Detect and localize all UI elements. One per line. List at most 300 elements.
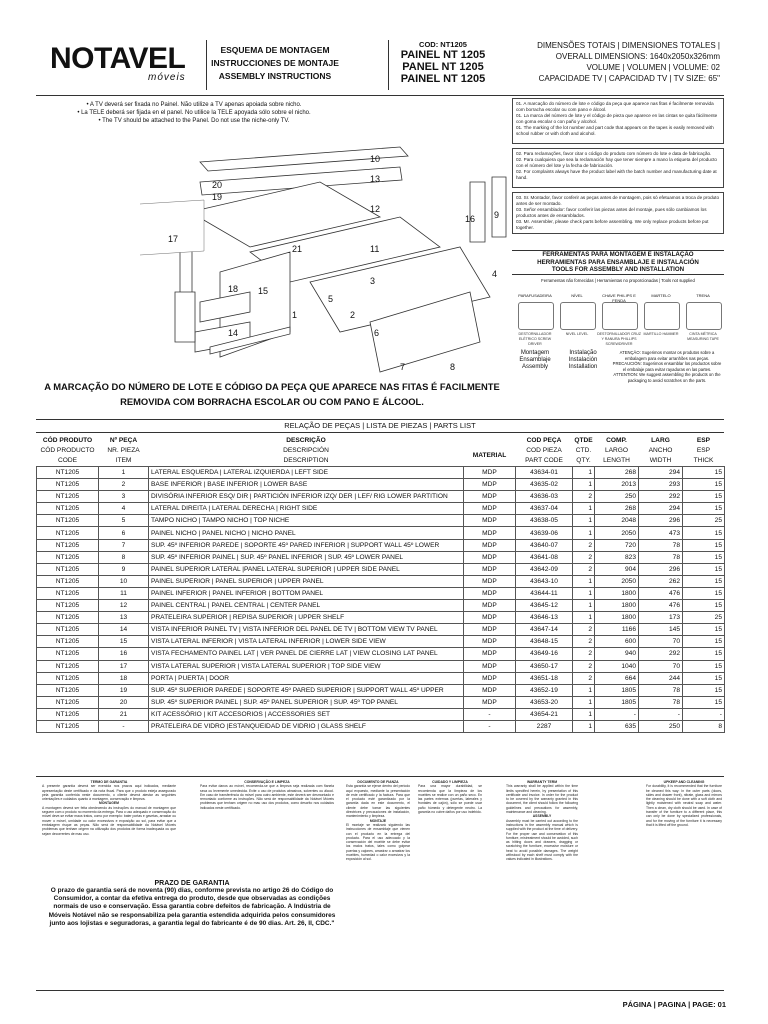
- warranty-text: For durability, it is recommended that the furniture be cleaned this way: In the outer parts (doors, sides and drawer front), nitrate, glass and mirrors the cleaning should be done with a soft cloth and lightly moistened with neutral soap and water. Then a clean, dry cloth should be used. In case of transfer of the furniture to a different place, this can only be done by specialized professionals, and for the moving of the furniture it is necessary that it is lifted off the ground.: [646, 784, 722, 827]
- table-row: [37, 491, 725, 503]
- table-cell: NT1205: [37, 467, 99, 479]
- callout-label: 18: [228, 284, 239, 294]
- table-row: [37, 587, 725, 599]
- table-row: [37, 696, 725, 708]
- section-heading: WARRANTY TERM: [526, 780, 558, 784]
- table-cell: MDP: [464, 491, 516, 503]
- step-label: Instalação: [569, 350, 597, 356]
- table-cell: -: [639, 708, 683, 720]
- table-cell: NT1205: [37, 696, 99, 708]
- tv-note: • A TV deverá ser fixada no Painel. Não utilize a TV apenas apoiada sobre nicho.: [86, 102, 302, 108]
- table-cell: 2: [573, 563, 595, 575]
- table-cell: 25: [683, 612, 725, 624]
- table-cell: MDP: [464, 612, 516, 624]
- tape-icon: [686, 302, 722, 330]
- parts-table: [36, 436, 725, 733]
- table-header-row: [37, 436, 725, 467]
- info-box-complaints: 02. Para reclamações, favor citar o código do produto com número do lote e data de fabricação. 02. Para cualquiera que sea la reclamación hay que tener siempre a mano la etiqueta del producto con el número del lote y la fecha de fabricación. 02. For complaints always have the product label with the batch number and manufacturing date at hand.: [512, 148, 724, 188]
- step-label: Installation: [568, 364, 598, 370]
- table-cell: NT1205: [37, 491, 99, 503]
- table-cell: 1: [573, 587, 595, 599]
- table-cell: NT1205: [37, 563, 99, 575]
- callout-label: 16: [465, 214, 476, 224]
- warranty-text: Para una mayor durabilidad, se recomienda que la limpieza de los muebles se realice con un paño seco. En las partes externas (puertas, laterales y frontales de cajón), sólo se puede usar paño húmedo y detergente neutro. La garantía no cubre daños por uso indebido.: [418, 784, 482, 815]
- table-cell: 1: [573, 575, 595, 587]
- table-cell: 145: [639, 624, 683, 636]
- product-name-es: PANEL NT 1205: [402, 61, 484, 73]
- table-cell: MDP: [464, 636, 516, 648]
- table-cell: NT1205: [37, 539, 99, 551]
- table-cell: 244: [639, 672, 683, 684]
- table-cell: 292: [639, 491, 683, 503]
- table-cell: 43647-14: [516, 624, 573, 636]
- callout-label: 1: [292, 310, 298, 320]
- tv-note: • The TV should be attached to the Panel. Do not use the niche-only TV.: [98, 118, 290, 124]
- table-cell: 25: [683, 515, 725, 527]
- table-cell: LATERAL ESQUERDA | LATERAL IZQUIERDA | LEFT SIDE: [149, 467, 464, 479]
- warranty-col-pt: [42, 780, 176, 836]
- table-row: [37, 708, 725, 720]
- table-cell: 43651-18: [516, 672, 573, 684]
- logo-text: NOTAVEL: [50, 42, 186, 75]
- callout-label: 13: [370, 174, 381, 184]
- table-cell: 823: [595, 551, 639, 563]
- table-cell: MDP: [464, 527, 516, 539]
- table-cell: 15: [683, 636, 725, 648]
- table-cell: 15: [683, 551, 725, 563]
- table-cell: 1: [573, 708, 595, 720]
- table-cell: NT1205: [37, 600, 99, 612]
- table-row: [37, 467, 725, 479]
- table-cell: MDP: [464, 648, 516, 660]
- table-row: [37, 539, 725, 551]
- product-name-pt: PAINEL NT 1205: [400, 49, 486, 61]
- section-heading: CUIDADO Y LIMPIEZA: [432, 780, 468, 784]
- tools-title: [512, 250, 724, 275]
- table-cell: 1: [573, 515, 595, 527]
- warranty-text: El montaje se realizará siguiendo las instrucciones de ensamblaje que vienen con el producto en la entrega del producto. Para el uso adecuado y la conservación del mueble se debe evitar los malos tratos, tales como golpear puertas y cajones, arrastrar o arrastrar los muebles, humedad o calor excesivos y la exposición al sol.: [346, 822, 410, 862]
- tool-label: NÍVEL: [571, 293, 583, 298]
- table-cell: 293: [639, 479, 683, 491]
- table-row: [37, 672, 725, 684]
- table-cell: 2: [573, 672, 595, 684]
- table-cell: NT1205: [37, 503, 99, 515]
- table-cell: VISTA FECHAMENTO PAINEL LAT | VER PANEL DE CIERRE LAT | VIEW CLOSING LAT PANEL: [149, 648, 464, 660]
- table-cell: NT1205: [37, 720, 99, 732]
- exploded-assembly-diagram: [140, 122, 510, 378]
- table-cell: 18: [99, 672, 149, 684]
- column-header: DESCRIÇÃO DESCRIPCIÓN DESCRIPTION: [283, 437, 329, 464]
- column-header: MATERIAL: [472, 452, 507, 459]
- table-cell: PAINEL SUPERIOR | PANEL SUPERIOR | UPPER PANEL: [149, 575, 464, 587]
- table-cell: 14: [99, 624, 149, 636]
- table-cell: 43642-09: [516, 563, 573, 575]
- table-cell: NT1205: [37, 575, 99, 587]
- table-cell: 15: [683, 491, 725, 503]
- table-cell: 15: [683, 624, 725, 636]
- table-cell: NT1205: [37, 551, 99, 563]
- warranty-col-pt-2: [200, 780, 334, 810]
- warranty-text: Assembly must be carried out according to the instructions in the assembly manual which is supplied with the product at the time of delivery. For the proper use and conservation of this furniture, mistreatment should be avoided, such as hitting doors and drawers, dragging or scratching the furniture, excessive moisture or heat to avoid possible damages. The weight withstood by each shelf must comply with the values indicated in illustrations.: [506, 818, 578, 862]
- table-cell: MDP: [464, 600, 516, 612]
- tools-note: Ferramentas não fornecidas | Herramientas no proporcionadas | Tools not supplied: [541, 278, 695, 283]
- table-cell: TAMPO NICHO | TAMPO NICHO | TOP NICHE: [149, 515, 464, 527]
- table-row: [37, 660, 725, 672]
- table-cell: 250: [595, 491, 639, 503]
- table-cell: KIT ACESSÓRIO | KIT ACCESORIOS | ACCESSORIES SET: [149, 708, 464, 720]
- callout-label: 12: [370, 204, 381, 214]
- column-header: ESP ESP THICK: [693, 437, 714, 464]
- section-heading: CONSERVAÇÃO E LIMPEZA: [244, 780, 290, 784]
- tool-label: MARTELO: [651, 293, 671, 298]
- table-cell: 78: [639, 539, 683, 551]
- callout-label: 17: [168, 234, 179, 244]
- warranty-period-title: PRAZO DE GARANTIA: [154, 880, 230, 887]
- table-cell: 43652-19: [516, 684, 573, 696]
- tools-title-line: HERRAMIENTAS PARA ENSAMBLAJE E INSTALACIÓN: [537, 258, 699, 266]
- table-cell: 43653-20: [516, 696, 573, 708]
- table-cell: 8: [99, 551, 149, 563]
- column-header: Nº PEÇA NR. PIEZA ITEM: [107, 437, 140, 464]
- title-en: ASSEMBLY INSTRUCTIONS: [218, 71, 332, 81]
- table-cell: -: [99, 720, 149, 732]
- table-cell: MDP: [464, 587, 516, 599]
- table-cell: 7: [99, 539, 149, 551]
- table-cell: 2: [573, 491, 595, 503]
- table-cell: 1: [573, 527, 595, 539]
- table-row: [37, 720, 725, 732]
- column-header: CÓD PRODUTO CÓD PRODUCTO CODE: [40, 437, 95, 464]
- table-cell: 5: [99, 515, 149, 527]
- tool-caption: DESTORNILLADOR ELÉTRICO SCREW DRIVER: [518, 332, 552, 346]
- table-cell: 15: [683, 479, 725, 491]
- table-cell: MDP: [464, 660, 516, 672]
- table-cell: PORTA | PUERTA | DOOR: [149, 672, 464, 684]
- table-cell: 1805: [595, 696, 639, 708]
- table-cell: 1800: [595, 600, 639, 612]
- table-cell: 2050: [595, 527, 639, 539]
- table-row: [37, 684, 725, 696]
- table-cell: 78: [639, 696, 683, 708]
- table-cell: 250: [639, 720, 683, 732]
- table-cell: NT1205: [37, 648, 99, 660]
- tool-label: CHAVE PHILIPS E FENDA: [602, 293, 636, 303]
- table-cell: DIVISÓRIA INFERIOR ESQ/ DIR | PARTICIÓN INFERIOR IZQ/ DER | LEF/ RIG LOWER PARTITION: [149, 491, 464, 503]
- table-cell: MDP: [464, 479, 516, 491]
- table-cell: NT1205: [37, 636, 99, 648]
- callout-label: 3: [370, 276, 376, 286]
- table-cell: 2: [573, 636, 595, 648]
- table-cell: 2013: [595, 479, 639, 491]
- table-cell: NT1205: [37, 708, 99, 720]
- tv-note: • La TELE deberá ser fijada en el panel. No utilice la TELE apoyada sólo sobre el nicho.: [77, 110, 311, 116]
- assembly-warning: ATENÇÃO: Sugerimos montar os produtos sobre a embalagem para evitar arranhões nas peças. PRECAUCIÓN: Sugerimos ensamblar los productos sobre el embalaje para evitar rayaduras en las partes. ATTENTION: We suggest assembling the products on the packaging to avoid scratches on the parts.: [612, 350, 722, 383]
- hammer-icon: [644, 302, 680, 330]
- table-cell: MDP: [464, 575, 516, 587]
- table-cell: 43648-15: [516, 636, 573, 648]
- column-header: LARG ANCHO WIDTH: [648, 437, 673, 464]
- column-header: QTDE CTD. QTY.: [574, 437, 593, 464]
- table-cell: 268: [595, 503, 639, 515]
- dims-line: DIMENSÕES TOTAIS | DIMENSIONES TOTALES |: [537, 41, 720, 50]
- table-cell: 43638-05: [516, 515, 573, 527]
- callout-label: 8: [450, 362, 456, 372]
- product-code-block: [393, 40, 493, 85]
- table-cell: 43634-01: [516, 467, 573, 479]
- table-cell: LATERAL DIREITA | LATERAL DERECHA | RIGHT SIDE: [149, 503, 464, 515]
- table-cell: 173: [639, 612, 683, 624]
- table-cell: 15: [683, 696, 725, 708]
- table-cell: 1800: [595, 612, 639, 624]
- table-cell: MDP: [464, 684, 516, 696]
- tool-label: TRENA: [696, 293, 710, 298]
- table-cell: 294: [639, 467, 683, 479]
- table-cell: 12: [99, 600, 149, 612]
- table-row: [37, 503, 725, 515]
- table-cell: 43643-10: [516, 575, 573, 587]
- table-cell: 1: [573, 696, 595, 708]
- table-cell: MDP: [464, 624, 516, 636]
- table-cell: 70: [639, 660, 683, 672]
- table-row: [37, 527, 725, 539]
- product-name-en: PAINEL NT 1205: [400, 73, 486, 85]
- table-cell: PAINEL CENTRAL | PANEL CENTRAL | CENTER PANEL: [149, 600, 464, 612]
- section-heading: ASSEMBLY: [532, 814, 552, 819]
- table-cell: 294: [639, 503, 683, 515]
- table-cell: MDP: [464, 696, 516, 708]
- callout-label: 15: [258, 286, 269, 296]
- table-cell: 15: [683, 684, 725, 696]
- table-cell: 6: [99, 527, 149, 539]
- table-cell: 1: [573, 467, 595, 479]
- table-cell: 15: [683, 527, 725, 539]
- section-heading: MONTAJE: [369, 818, 387, 823]
- dims-line: OVERALL DIMENSIONS: 1640x2050x326mm: [555, 52, 720, 61]
- warranty-col-es-2: [418, 780, 482, 814]
- warranty-col-es: [346, 780, 410, 862]
- callout-label: 6: [374, 328, 380, 338]
- table-cell: 2: [573, 648, 595, 660]
- table-cell: BASE INFERIOR | BASE INFERIOR | LOWER BASE: [149, 479, 464, 491]
- section-heading: DOCUMENTO DE FIANZA: [357, 780, 399, 784]
- title-pt: ESQUEMA DE MONTAGEM: [220, 45, 330, 55]
- info-box-lot-marking: 01. A marcação do número de lote e código da peça que aparece nas fitas é facilmente removida com borracha escolar ou com pano e álcool. 01. La marca del número de lote y el código de pieza que aparece en las cintas se quita fácilmente con goma escolar o con paño y alcohol. 01. The marking of the lot number and part code that appears on the tapes is easily removed with school rubber or with cloth and alcohol.: [512, 98, 724, 144]
- document-title: [210, 44, 340, 83]
- table-cell: 1: [573, 720, 595, 732]
- table-cell: 2: [573, 660, 595, 672]
- table-cell: 296: [639, 563, 683, 575]
- table-cell: 720: [595, 539, 639, 551]
- table-cell: 15: [683, 467, 725, 479]
- table-cell: 43640-07: [516, 539, 573, 551]
- table-cell: 476: [639, 587, 683, 599]
- section-heading: UPKEEP AND CLEANING: [663, 780, 705, 784]
- table-cell: 15: [683, 539, 725, 551]
- warranty-period-text: O prazo de garantia será de noventa (90) dias, conforme prevista no artigo 26 do Código do Consumidor, a contar da efetiva entrega do produto, desde que observadas as condições normais de uso e conservação. Essa garantia cobre defeitos de fabricação. A Indústria de Móveis Notável não se responsabiliza pela garantia estendida adquirida pelos consumidores junto aos lojistas e seguradoras, a garantia legal do fabricante é de 90 dias. Art. 26, II, CDC.": [48, 887, 336, 927]
- table-cell: NT1205: [37, 684, 99, 696]
- callout-label: 7: [400, 362, 406, 372]
- callout-label: 11: [370, 244, 380, 254]
- table-cell: 16: [99, 648, 149, 660]
- table-row: [37, 575, 725, 587]
- table-cell: 2048: [595, 515, 639, 527]
- warranty-col-en: [506, 780, 578, 862]
- tool-caption: MARTILLO HAMMER: [643, 332, 679, 336]
- table-cell: 1166: [595, 624, 639, 636]
- table-cell: 1: [573, 600, 595, 612]
- title-es: INSTRUCCIONES DE MONTAJE: [211, 58, 339, 68]
- table-cell: PRATELEIRA SUPERIOR | REPISA SUPERIOR | UPPER SHELF: [149, 612, 464, 624]
- table-cell: 15: [683, 575, 725, 587]
- table-cell: 1800: [595, 587, 639, 599]
- table-row: [37, 563, 725, 575]
- table-row: [37, 612, 725, 624]
- callout-label: 19: [212, 192, 223, 202]
- table-cell: 43649-16: [516, 648, 573, 660]
- callout-label: 9: [494, 210, 500, 220]
- table-cell: 4: [99, 503, 149, 515]
- warranty-text: Para evitar danos ao móvel, recomenda-se que a limpeza seja realizada com flanela seca ou levemente umedecida. Evite o uso de produtos abrasivos, solventes ou álcool. Em caso de transferência do móvel para outro ambiente, este deverá ser desmontado e remontado conforme as instruções. Não será de responsabilidade da Notável Móveis problemas que tenham origem no mau uso dos produtos, como descrito nos cuidados indicados neste certificado.: [200, 784, 334, 810]
- table-cell: -: [595, 708, 639, 720]
- tool-label: PARAFUSADEIRA: [518, 293, 552, 298]
- table-cell: NT1205: [37, 624, 99, 636]
- dims-line: CAPACIDADE TV | CAPACIDAD TV | TV SIZE: 65": [538, 74, 720, 83]
- table-cell: 1: [573, 684, 595, 696]
- table-cell: 1: [573, 479, 595, 491]
- table-cell: 9: [99, 563, 149, 575]
- section-heading: MONTAGEM: [99, 801, 119, 806]
- dims-line: VOLUME | VOLUMEN | VOLUME: 02: [586, 63, 720, 72]
- brand-logo: [50, 42, 202, 88]
- step-label: Instalación: [568, 357, 598, 363]
- table-cell: PAINEL INFERIOR | PANEL INFERIOR | BOTTOM PANEL: [149, 587, 464, 599]
- table-cell: SUP. 45º INFERIOR PAINEL | SUP. 45º PANEL INFERIOR | SUP. 45º LOWER PANEL: [149, 551, 464, 563]
- table-cell: 940: [595, 648, 639, 660]
- table-cell: NT1205: [37, 515, 99, 527]
- step-label: Assembly: [521, 364, 548, 370]
- table-cell: 15: [99, 636, 149, 648]
- callout-label: 4: [492, 269, 498, 279]
- table-cell: PAINEL NICHO | PANEL NICHO | NICHO PANEL: [149, 527, 464, 539]
- table-cell: 13: [99, 612, 149, 624]
- logo-subtext: móveis: [148, 72, 186, 83]
- table-cell: 19: [99, 684, 149, 696]
- tool-caption: NIVEL LEVEL: [565, 332, 589, 336]
- table-cell: 1040: [595, 660, 639, 672]
- column-header: COD PEÇA COD PIEZA PART CODE: [525, 437, 563, 464]
- table-cell: 1: [573, 503, 595, 515]
- table-cell: -: [683, 708, 725, 720]
- level-icon: [560, 302, 596, 330]
- table-cell: 600: [595, 636, 639, 648]
- table-cell: 70: [639, 636, 683, 648]
- table-cell: 43637-04: [516, 503, 573, 515]
- table-cell: 43645-12: [516, 600, 573, 612]
- table-cell: NT1205: [37, 479, 99, 491]
- table-cell: 15: [683, 660, 725, 672]
- callout-label: 10: [370, 154, 381, 164]
- table-row: [37, 479, 725, 491]
- table-cell: VISTA LATERAL INFERIOR | VISTA LATERAL INFERIOR | LOWER SIDE VIEW: [149, 636, 464, 648]
- table-row: [37, 551, 725, 563]
- step-label: Ensamblaje: [519, 357, 551, 363]
- table-cell: 3: [99, 491, 149, 503]
- table-row: [37, 636, 725, 648]
- table-cell: 15: [683, 600, 725, 612]
- table-cell: 262: [639, 575, 683, 587]
- table-cell: SUP. 45º INFERIOR PAREDE | SOPORTE 45º PARED INFERIOR | SUPPORT WALL 45º LOWER: [149, 539, 464, 551]
- table-cell: NT1205: [37, 660, 99, 672]
- table-cell: 292: [639, 648, 683, 660]
- table-row: [37, 515, 725, 527]
- product-code: COD: NT1205: [419, 40, 467, 49]
- table-cell: 2050: [595, 575, 639, 587]
- table-cell: 2: [573, 539, 595, 551]
- table-cell: 15: [683, 503, 725, 515]
- table-cell: SUP. 45º SUPERIOR PAINEL | SUP. 45º PANEL SUPERIOR | SUP. 45º TOP PANEL: [149, 696, 464, 708]
- drill-icon: [518, 302, 554, 330]
- page-number: PÁGINA | PAGINA | PAGE: 01: [622, 1000, 726, 1009]
- table-cell: 1: [573, 612, 595, 624]
- warranty-text: A presente garantia deverá ser exercida nos prazos aqui indicados, mediante apresentação deste certificado e da nota fiscal. Para que o produto esteja assegurado pela garantia conferida neste documento, o cliente deverá atestar as seguintes orientações e cuidados quanto à montagem, conservação e limpeza.: [42, 784, 176, 802]
- tool-caption: CINTA MÉTRICA MEASURING TAPE: [687, 332, 719, 341]
- table-cell: 1805: [595, 684, 639, 696]
- table-cell: NT1205: [37, 672, 99, 684]
- table-cell: 43641-08: [516, 551, 573, 563]
- warranty-period: [42, 880, 342, 928]
- table-cell: -: [464, 708, 516, 720]
- info-box-assembler: 03. Sr. Montador, favor conferir as peças antes de montagem, pois só efetuamos a troca de produto antes de ser montado. 03. Señor ensamblador: favor conferir las piezas antes del montaje, pues sólo cambiamos los productos antes de ensamblados. 03. Mr. Assembler, please check parts before assembling. We only replace products before put together.: [512, 192, 724, 234]
- warranty-text: This warranty shall be applied within the time limits specified herein, by presentation of this certificate and invoice. In order for the product to be covered by the warranty granted in this document, the client should follow the following guidelines and precautions for assembly, maintenance and cleaning.: [506, 784, 578, 815]
- table-cell: 21: [99, 708, 149, 720]
- table-cell: 473: [639, 527, 683, 539]
- table-cell: 43636-03: [516, 491, 573, 503]
- table-cell: 8: [683, 720, 725, 732]
- table-cell: MDP: [464, 515, 516, 527]
- table-cell: 2: [573, 624, 595, 636]
- table-cell: 15: [683, 587, 725, 599]
- table-cell: 15: [683, 648, 725, 660]
- warranty-text: Esta garantía se ejerce dentro del periodo aquí expuesto, mediante la presentación de este certificado y la factura. Para que el producto esté garantizado por la garantía dada en este documento, el cliente debe tomar las siguientes directrices y precauciones de instalación, mantenimiento y limpieza.: [346, 784, 410, 819]
- table-cell: 78: [639, 551, 683, 563]
- dimensions-block: [500, 40, 720, 84]
- table-cell: 476: [639, 600, 683, 612]
- table-cell: 296: [639, 515, 683, 527]
- table-cell: 20: [99, 696, 149, 708]
- parts-table-title: RELAÇÃO DE PEÇAS | LISTA DE PIEZAS | PARTS LIST: [36, 419, 724, 433]
- table-cell: 2: [99, 479, 149, 491]
- table-cell: 43650-17: [516, 660, 573, 672]
- section-heading: TERMO DE GARANTIA: [90, 780, 128, 784]
- callout-label: 21: [292, 244, 303, 254]
- table-cell: 43639-06: [516, 527, 573, 539]
- table-cell: 2287: [516, 720, 573, 732]
- lot-marking-message: A MARCAÇÃO DO NÚMERO DE LOTE E CÓDIGO DA PEÇA QUE APARECE NAS FITAS É FACILMENTE REMOVIDA COM BORRACHA ESCOLAR OU COM PANO E ÁLCOOL.: [44, 381, 500, 407]
- table-cell: NT1205: [37, 612, 99, 624]
- table-cell: 43635-02: [516, 479, 573, 491]
- table-cell: VISTA LATERAL SUPERIOR | VISTA LATERAL SUPERIOR | TOP SIDE VIEW: [149, 660, 464, 672]
- tool-caption: DESTORNILLADOR CRUZ Y RANURA PHILLIPS SCREWDRIVER: [597, 332, 641, 346]
- table-cell: PRATELEIRA DE VIDRO |ESTANQUEIDAD DE VIDRIO | GLASS SHELF: [149, 720, 464, 732]
- table-cell: MDP: [464, 467, 516, 479]
- callout-label: 14: [228, 328, 239, 338]
- table-cell: NT1205: [37, 527, 99, 539]
- table-cell: 268: [595, 467, 639, 479]
- table-cell: 15: [683, 563, 725, 575]
- table-cell: 43654-21: [516, 708, 573, 720]
- screwdriver-icon: [602, 302, 638, 330]
- table-cell: MDP: [464, 563, 516, 575]
